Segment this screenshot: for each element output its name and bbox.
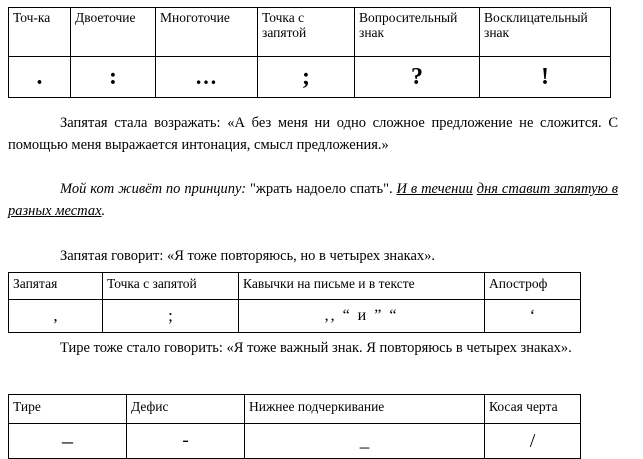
table-header-cell: Косая черта bbox=[485, 395, 581, 424]
table-header-cell: Апостроф bbox=[485, 273, 581, 300]
symbol-exclamation-mark: ! bbox=[480, 57, 611, 98]
symbol-question-mark: ? bbox=[355, 57, 480, 98]
table-header-cell: Точка с запятой bbox=[103, 273, 239, 300]
paragraph-comma-objection: Запятая стала возражать: «А без меня ни одно сложное предложение не сложится. С помощью меня выражается интонация, смысл предложения.» bbox=[8, 115, 618, 153]
paragraph-comma-says: Запятая говорит: «Я тоже повторяюсь, но в четырех знаках». bbox=[60, 248, 436, 264]
symbol-semicolon: ; bbox=[103, 300, 239, 333]
table-header-cell: Вопросительный знак bbox=[355, 8, 480, 57]
table-header-cell: Тире bbox=[9, 395, 127, 424]
symbol-slash: / bbox=[485, 424, 581, 459]
paragraph-cat-underlined-2: местах bbox=[55, 203, 102, 219]
table-header-cell: Многоточие bbox=[156, 8, 258, 57]
table-dash-family bbox=[8, 394, 581, 459]
symbol-hyphen: - bbox=[127, 424, 245, 459]
symbol-semicolon: ; bbox=[258, 57, 355, 98]
paragraph-cat-quote: "жрать надоело спать". bbox=[249, 181, 393, 197]
table-header-cell: Кавычки на письме и в тексте bbox=[239, 273, 485, 300]
paragraph-cat-end: . bbox=[101, 203, 106, 219]
table-header-cell: Точ-ка bbox=[9, 8, 71, 57]
table-header-cell: Запятая bbox=[9, 273, 103, 300]
symbol-quotation-marks: ,, “ и ” “ bbox=[239, 300, 485, 333]
paragraph-cat-underlined-1: И в течении bbox=[396, 181, 473, 197]
table-row bbox=[9, 395, 581, 424]
symbol-underscore: _ bbox=[245, 424, 485, 459]
table-header-cell: Восклицательный знак bbox=[480, 8, 611, 57]
table-row bbox=[9, 273, 581, 300]
paragraph-dash-says: Тире тоже стало говорить: «Я тоже важный знак. Я повторяюсь в четырех знаках». bbox=[60, 340, 572, 356]
table-row bbox=[9, 300, 581, 333]
table-row bbox=[9, 424, 581, 459]
table-row bbox=[9, 57, 611, 98]
symbol-comma: , bbox=[9, 300, 103, 333]
table-header-cell: Двоеточие bbox=[71, 8, 156, 57]
table-row bbox=[9, 8, 611, 57]
symbol-apostrophe: ‘ bbox=[485, 300, 581, 333]
table-header-cell: Точка с запятой bbox=[258, 8, 355, 57]
symbol-colon: : bbox=[71, 57, 156, 98]
table-comma-family bbox=[8, 272, 581, 333]
table-punctuation-marks bbox=[8, 7, 611, 98]
table-header-cell: Нижнее подчеркивание bbox=[245, 395, 485, 424]
paragraph-cat-lead: Мой кот живёт по принципу: bbox=[60, 181, 247, 197]
symbol-period: . bbox=[9, 57, 71, 98]
paragraph-cat-rest: дня ставит запятую в разных bbox=[8, 181, 618, 219]
symbol-dash: – bbox=[9, 424, 127, 459]
table-header-cell: Дефис bbox=[127, 395, 245, 424]
paragraph-cat-principle bbox=[8, 178, 618, 222]
symbol-ellipsis: … bbox=[156, 57, 258, 98]
